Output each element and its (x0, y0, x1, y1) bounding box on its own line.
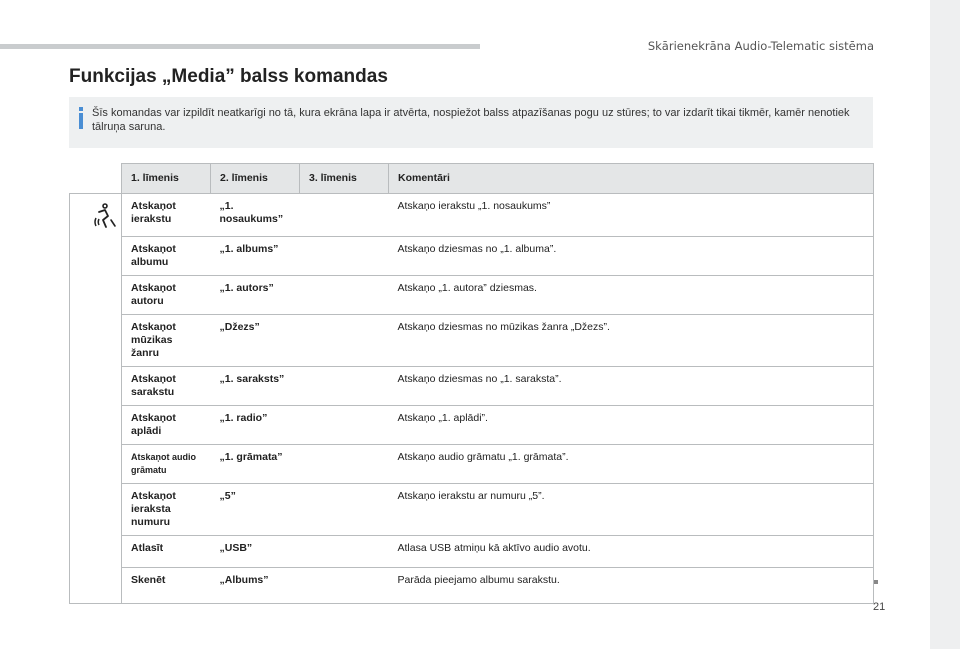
cell-level2: „USB” (211, 535, 300, 567)
table-row (70, 483, 874, 535)
cell-level1: Atskaņot ieraksta numuru (122, 483, 211, 535)
table-row (70, 236, 874, 275)
table-row (70, 194, 874, 237)
cell-level2: „1. nosaukums” (211, 194, 300, 237)
row-icon-cell (70, 366, 122, 405)
row-icon-cell (70, 194, 122, 237)
row-icon-cell (70, 236, 122, 275)
cell-comment: Atskaņo audio grāmatu „1. grāmata”. (389, 444, 874, 483)
row-icon-cell (70, 444, 122, 483)
table-row (70, 314, 874, 366)
cell-level1: Atskaņot sarakstu (122, 366, 211, 405)
cell-level1: Atskaņot autoru (122, 275, 211, 314)
table-header-level2: 2. līmenis (211, 164, 300, 194)
cell-level3 (300, 483, 389, 535)
cell-level3 (300, 535, 389, 567)
cell-level2: „Džezs” (211, 314, 300, 366)
cell-comment: Atskaņo ierakstu ar numuru „5”. (389, 483, 874, 535)
cell-level1: Atskaņot aplādi (122, 405, 211, 444)
cell-level1: Atskaņot ierakstu (122, 194, 211, 237)
cell-comment: Atskaņo „1. aplādi”. (389, 405, 874, 444)
cell-level2: „1. radio” (211, 405, 300, 444)
cell-level3 (300, 405, 389, 444)
cell-level3 (300, 194, 389, 237)
row-icon-cell (70, 483, 122, 535)
voice-commands-table (69, 163, 874, 604)
cell-comment: Atskaņo dziesmas no „1. albuma”. (389, 236, 874, 275)
table-header-comments: Komentāri (389, 164, 874, 194)
info-icon (78, 107, 84, 129)
cell-level3 (300, 236, 389, 275)
row-icon-cell (70, 314, 122, 366)
cell-level2: „1. autors” (211, 275, 300, 314)
row-icon-cell (70, 567, 122, 603)
table-row (70, 535, 874, 567)
cell-level1: Atlasīt (122, 535, 211, 567)
section-title: Skārienekrāna Audio-Telematic sistēma (647, 39, 874, 53)
cell-comment: Atskaņo ierakstu „1. nosaukums” (389, 194, 874, 237)
table-header-row (70, 164, 874, 194)
cell-comment: Atskaņo „1. autora” dziesmas. (389, 275, 874, 314)
cell-level2: „5” (211, 483, 300, 535)
cell-level1: Atskaņot audio grāmatu (122, 444, 211, 483)
table-row (70, 275, 874, 314)
top-decor-bar (0, 44, 480, 49)
page-edge-strip (930, 0, 960, 649)
cell-level3 (300, 444, 389, 483)
cell-level3 (300, 275, 389, 314)
cell-level3 (300, 314, 389, 366)
cell-comment: Atlasa USB atmiņu kā aktīvo audio avotu. (389, 535, 874, 567)
table-row (70, 405, 874, 444)
cell-level2: „1. saraksts” (211, 366, 300, 405)
table-header-blank (70, 164, 122, 194)
cell-level1: Atskaņot albumu (122, 236, 211, 275)
table-row (70, 567, 874, 603)
row-icon-cell (70, 535, 122, 567)
table-header-level3: 3. līmenis (300, 164, 389, 194)
cell-level2: „1. grāmata” (211, 444, 300, 483)
page-title: Funkcijas „Media” balss komandas (69, 66, 388, 87)
table-header-level1: 1. līmenis (122, 164, 211, 194)
info-note (69, 97, 873, 148)
cell-comment: Parāda pieejamo albumu sarakstu. (389, 567, 874, 603)
page-number: 21 (873, 601, 886, 613)
cell-level1: Atskaņot mūzikas žanru (122, 314, 211, 366)
table-row (70, 366, 874, 405)
info-note-text: Šīs komandas var izpildīt neatkarīgi no tā, kura ekrāna lapa ir atvērta, nospiežot balss atpazīšanas pogu uz stūres; to var izdarīt tikai tikmēr, kamēr nenotiek tālruņa saruna. (92, 107, 850, 133)
voice-command-icon (93, 202, 117, 230)
cell-level3 (300, 567, 389, 603)
cell-comment: Atskaņo dziesmas no mūzikas žanra „Džezs”. (389, 314, 874, 366)
row-icon-cell (70, 275, 122, 314)
page-marker (874, 580, 878, 584)
cell-level3 (300, 366, 389, 405)
cell-level2: „Albums” (211, 567, 300, 603)
cell-level2: „1. albums” (211, 236, 300, 275)
cell-level1: Skenēt (122, 567, 211, 603)
cell-comment: Atskaņo dziesmas no „1. saraksta”. (389, 366, 874, 405)
row-icon-cell (70, 405, 122, 444)
table-row (70, 444, 874, 483)
